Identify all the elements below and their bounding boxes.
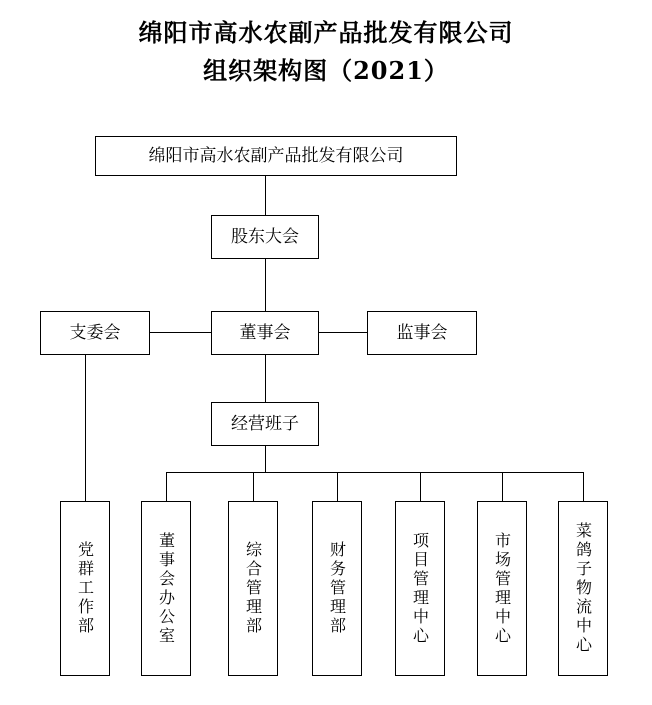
node-dept-general[interactable] [228,501,278,676]
node-dept-logistics[interactable] [558,501,608,676]
connector-drop-project [420,472,421,501]
connector-shareholders-board [265,259,266,311]
node-dept-board-office-label: 董事会办公室 [156,531,176,646]
title-line-2: 组织架构图（2021） [203,56,449,85]
node-dept-project[interactable] [395,501,445,676]
connector-drop-logistics [583,472,584,501]
connector-drop-board-office [166,472,167,501]
node-company[interactable] [95,136,457,176]
node-supervisors-label: 监事会 [396,323,448,343]
node-board[interactable] [211,311,319,355]
node-dept-party[interactable] [60,501,110,676]
node-board-label: 董事会 [239,323,291,343]
node-management[interactable] [211,402,319,446]
connector-management-down [265,446,266,472]
node-dept-party-label: 党群工作部 [75,541,95,636]
node-dept-project-label: 项目管理中心 [410,531,430,646]
node-party-committee[interactable] [40,311,150,355]
connector-departments-bus [166,472,583,473]
connector-drop-general [253,472,254,501]
node-supervisors[interactable] [367,311,477,355]
node-dept-market[interactable] [477,501,527,676]
node-management-label: 经营班子 [231,414,299,434]
page-title [0,14,652,90]
connector-party-committee-dept [85,355,86,501]
node-party-committee-label: 支委会 [69,323,121,343]
node-dept-finance[interactable] [312,501,362,676]
connector-drop-market [502,472,503,501]
connector-company-shareholders [265,176,266,215]
node-dept-general-label: 综合管理部 [243,541,263,636]
connector-drop-finance [337,472,338,501]
node-dept-logistics-label: 菜鸽子物流中心 [573,522,593,655]
node-company-label: 绵阳市高水农副产品批发有限公司 [148,146,404,166]
connector-board-management [265,355,266,402]
node-shareholders[interactable] [211,215,319,259]
title-line-1: 绵阳市高水农副产品批发有限公司 [138,18,514,47]
node-shareholders-label: 股东大会 [231,227,299,247]
node-dept-board-office[interactable] [141,501,191,676]
node-dept-finance-label: 财务管理部 [327,541,347,636]
node-dept-market-label: 市场管理中心 [492,531,512,646]
